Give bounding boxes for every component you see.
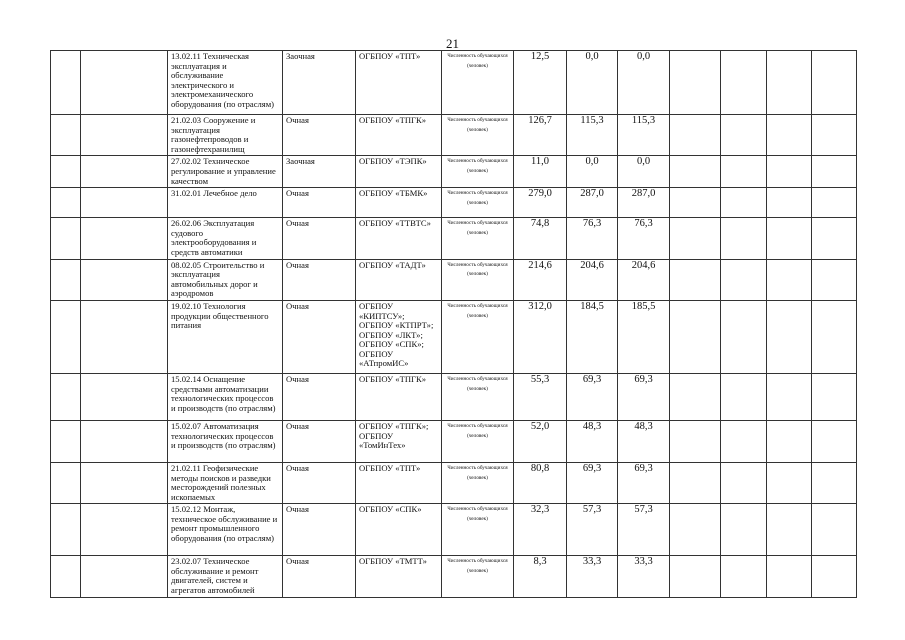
- study-form-cell: Очная: [283, 373, 356, 420]
- cell-blank: [670, 373, 721, 420]
- organization-cell: ОГБПОУ «ТПГК»; ОГБПОУ «ТомИнТех»: [356, 420, 442, 462]
- value-cell-2: 48,3: [567, 420, 618, 462]
- value-cell-1: 52,0: [514, 420, 567, 462]
- value-cell-3: 48,3: [618, 420, 670, 462]
- cell-blank: [721, 462, 767, 503]
- specialty-cell: 19.02.10 Технология продукции общественного питания: [168, 300, 283, 373]
- cell-blank: [812, 156, 857, 188]
- organization-cell: ОГБПОУ «КИПТСУ»; ОГБПОУ «КТПРТ»; ОГБПОУ «ЛКТ»; ОГБПОУ «СПК»; ОГБПОУ «АТпромИС»: [356, 300, 442, 373]
- cell-blank: [767, 373, 812, 420]
- specialty-cell: 31.02.01 Лечебное дело: [168, 188, 283, 218]
- cell-blank: [51, 504, 81, 556]
- cell-blank: [51, 556, 81, 597]
- study-form-cell: Очная: [283, 556, 356, 597]
- study-form-cell: Очная: [283, 504, 356, 556]
- cell-blank: [812, 300, 857, 373]
- cell-blank: [81, 504, 168, 556]
- study-form-cell: Заочная: [283, 51, 356, 115]
- value-cell-1: 312,0: [514, 300, 567, 373]
- cell-blank: [51, 188, 81, 218]
- cell-blank: [767, 115, 812, 156]
- cell-blank: [812, 556, 857, 597]
- cell-blank: [767, 504, 812, 556]
- cell-blank: [81, 259, 168, 300]
- cell-blank: [670, 300, 721, 373]
- cell-blank: [670, 156, 721, 188]
- cell-blank: [81, 556, 168, 597]
- value-cell-1: 11,0: [514, 156, 567, 188]
- indicator-cell: Численность обучающихся (человек): [442, 300, 514, 373]
- cell-blank: [812, 188, 857, 218]
- specialty-cell: 15.02.14 Оснащение средствами автоматизации технологических процессов и производств (по отраслям): [168, 373, 283, 420]
- cell-blank: [767, 556, 812, 597]
- cell-blank: [812, 504, 857, 556]
- indicator-cell: Численность обучающихся (человек): [442, 373, 514, 420]
- indicator-cell: Численность обучающихся (человек): [442, 188, 514, 218]
- specialty-cell: 13.02.11 Техническая эксплуатация и обслуживание электрического и электромеханического оборудования (по отраслям): [168, 51, 283, 115]
- organization-cell: ОГБПОУ «ТБМК»: [356, 188, 442, 218]
- cell-blank: [670, 51, 721, 115]
- cell-blank: [721, 420, 767, 462]
- study-form-cell: Очная: [283, 188, 356, 218]
- cell-blank: [51, 462, 81, 503]
- study-form-cell: Заочная: [283, 156, 356, 188]
- study-form-cell: Очная: [283, 300, 356, 373]
- value-cell-1: 126,7: [514, 115, 567, 156]
- cell-blank: [81, 51, 168, 115]
- specialty-cell: 26.02.06 Эксплуатация судового электрооборудования и средств автоматики: [168, 218, 283, 259]
- cell-blank: [51, 300, 81, 373]
- cell-blank: [767, 51, 812, 115]
- value-cell-1: 8,3: [514, 556, 567, 597]
- value-cell-3: 69,3: [618, 462, 670, 503]
- cell-blank: [767, 420, 812, 462]
- table-row: [51, 373, 857, 420]
- specialty-cell: 15.02.07 Автоматизация технологических процессов и производств (по отраслям): [168, 420, 283, 462]
- value-cell-3: 115,3: [618, 115, 670, 156]
- study-form-cell: Очная: [283, 218, 356, 259]
- organization-cell: ОГБПОУ «ТЭПК»: [356, 156, 442, 188]
- cell-blank: [812, 462, 857, 503]
- indicator-cell: Численность обучающихся (человек): [442, 556, 514, 597]
- value-cell-1: 32,3: [514, 504, 567, 556]
- cell-blank: [767, 218, 812, 259]
- cell-blank: [721, 115, 767, 156]
- value-cell-3: 185,5: [618, 300, 670, 373]
- value-cell-3: 69,3: [618, 373, 670, 420]
- cell-blank: [721, 373, 767, 420]
- specialty-cell: 21.02.03 Сооружение и эксплуатация газонефтепроводов и газонефтехранилищ: [168, 115, 283, 156]
- specialty-cell: 27.02.02 Техническое регулирование и управление качеством: [168, 156, 283, 188]
- cell-blank: [812, 373, 857, 420]
- cell-blank: [670, 420, 721, 462]
- table-row: [51, 462, 857, 503]
- cell-blank: [51, 420, 81, 462]
- cell-blank: [670, 504, 721, 556]
- value-cell-2: 69,3: [567, 462, 618, 503]
- cell-blank: [767, 188, 812, 218]
- study-form-cell: Очная: [283, 420, 356, 462]
- cell-blank: [81, 420, 168, 462]
- cell-blank: [670, 462, 721, 503]
- table-row: [51, 556, 857, 597]
- cell-blank: [670, 218, 721, 259]
- cell-blank: [721, 188, 767, 218]
- organization-cell: ОГБПОУ «СПК»: [356, 504, 442, 556]
- cell-blank: [51, 259, 81, 300]
- cell-blank: [721, 218, 767, 259]
- table-row: [51, 156, 857, 188]
- table-row: [51, 188, 857, 218]
- cell-blank: [51, 51, 81, 115]
- cell-blank: [51, 218, 81, 259]
- cell-blank: [81, 156, 168, 188]
- table-body: [51, 51, 857, 598]
- cell-blank: [767, 156, 812, 188]
- value-cell-1: 80,8: [514, 462, 567, 503]
- cell-blank: [81, 218, 168, 259]
- organization-cell: ОГБПОУ «ТАДТ»: [356, 259, 442, 300]
- cell-blank: [812, 115, 857, 156]
- value-cell-2: 287,0: [567, 188, 618, 218]
- value-cell-3: 287,0: [618, 188, 670, 218]
- cell-blank: [81, 115, 168, 156]
- value-cell-3: 57,3: [618, 504, 670, 556]
- value-cell-2: 69,3: [567, 373, 618, 420]
- value-cell-3: 0,0: [618, 51, 670, 115]
- value-cell-2: 204,6: [567, 259, 618, 300]
- cell-blank: [721, 556, 767, 597]
- value-cell-2: 0,0: [567, 156, 618, 188]
- cell-blank: [51, 373, 81, 420]
- cell-blank: [721, 300, 767, 373]
- cell-blank: [721, 504, 767, 556]
- cell-blank: [721, 259, 767, 300]
- cell-blank: [812, 420, 857, 462]
- cell-blank: [81, 462, 168, 503]
- table-row: [51, 218, 857, 259]
- cell-blank: [81, 188, 168, 218]
- value-cell-3: 76,3: [618, 218, 670, 259]
- organization-cell: ОГБПОУ «ТПГК»: [356, 115, 442, 156]
- cell-blank: [721, 156, 767, 188]
- indicator-cell: Численность обучающихся (человек): [442, 218, 514, 259]
- budget-table: [50, 50, 857, 598]
- cell-blank: [812, 218, 857, 259]
- organization-cell: ОГБПОУ «ТПТ»: [356, 51, 442, 115]
- cell-blank: [51, 115, 81, 156]
- indicator-cell: Численность обучающихся (человек): [442, 156, 514, 188]
- organization-cell: ОГБПОУ «ТМТТ»: [356, 556, 442, 597]
- cell-blank: [81, 300, 168, 373]
- table-row: [51, 115, 857, 156]
- value-cell-1: 55,3: [514, 373, 567, 420]
- cell-blank: [767, 259, 812, 300]
- cell-blank: [670, 556, 721, 597]
- value-cell-1: 74,8: [514, 218, 567, 259]
- value-cell-1: 279,0: [514, 188, 567, 218]
- indicator-cell: Численность обучающихся (человек): [442, 259, 514, 300]
- value-cell-3: 204,6: [618, 259, 670, 300]
- organization-cell: ОГБПОУ «ТПТ»: [356, 462, 442, 503]
- table-row: [51, 51, 857, 115]
- value-cell-3: 33,3: [618, 556, 670, 597]
- specialty-cell: 08.02.05 Строительство и эксплуатация автомобильных дорог и аэродромов: [168, 259, 283, 300]
- indicator-cell: Численность обучающихся (человек): [442, 462, 514, 503]
- value-cell-2: 57,3: [567, 504, 618, 556]
- value-cell-2: 76,3: [567, 218, 618, 259]
- value-cell-3: 0,0: [618, 156, 670, 188]
- specialty-cell: 15.02.12 Монтаж, техническое обслуживание и ремонт промышленного оборудования (по отраслям): [168, 504, 283, 556]
- indicator-cell: Численность обучающихся (человек): [442, 420, 514, 462]
- study-form-cell: Очная: [283, 462, 356, 503]
- value-cell-2: 0,0: [567, 51, 618, 115]
- organization-cell: ОГБПОУ «ТТВТС»: [356, 218, 442, 259]
- organization-cell: ОГБПОУ «ТПГК»: [356, 373, 442, 420]
- value-cell-2: 115,3: [567, 115, 618, 156]
- cell-blank: [812, 51, 857, 115]
- study-form-cell: Очная: [283, 259, 356, 300]
- cell-blank: [721, 51, 767, 115]
- specialty-cell: 23.02.07 Техническое обслуживание и ремонт двигателей, систем и агрегатов автомобилей: [168, 556, 283, 597]
- cell-blank: [81, 373, 168, 420]
- indicator-cell: Численность обучающихся (человек): [442, 504, 514, 556]
- cell-blank: [51, 156, 81, 188]
- cell-blank: [670, 188, 721, 218]
- value-cell-2: 184,5: [567, 300, 618, 373]
- cell-blank: [812, 259, 857, 300]
- table-row: [51, 259, 857, 300]
- table-row: [51, 420, 857, 462]
- study-form-cell: Очная: [283, 115, 356, 156]
- cell-blank: [670, 259, 721, 300]
- specialty-cell: 21.02.11 Геофизические методы поисков и разведки месторождений полезных ископаемых: [168, 462, 283, 503]
- table-row: [51, 300, 857, 373]
- page-number: 21: [446, 36, 459, 51]
- indicator-cell: Численность обучающихся (человек): [442, 51, 514, 115]
- value-cell-2: 33,3: [567, 556, 618, 597]
- value-cell-1: 12,5: [514, 51, 567, 115]
- table-row: [51, 504, 857, 556]
- value-cell-1: 214,6: [514, 259, 567, 300]
- indicator-cell: Численность обучающихся (человек): [442, 115, 514, 156]
- cell-blank: [767, 462, 812, 503]
- cell-blank: [767, 300, 812, 373]
- cell-blank: [670, 115, 721, 156]
